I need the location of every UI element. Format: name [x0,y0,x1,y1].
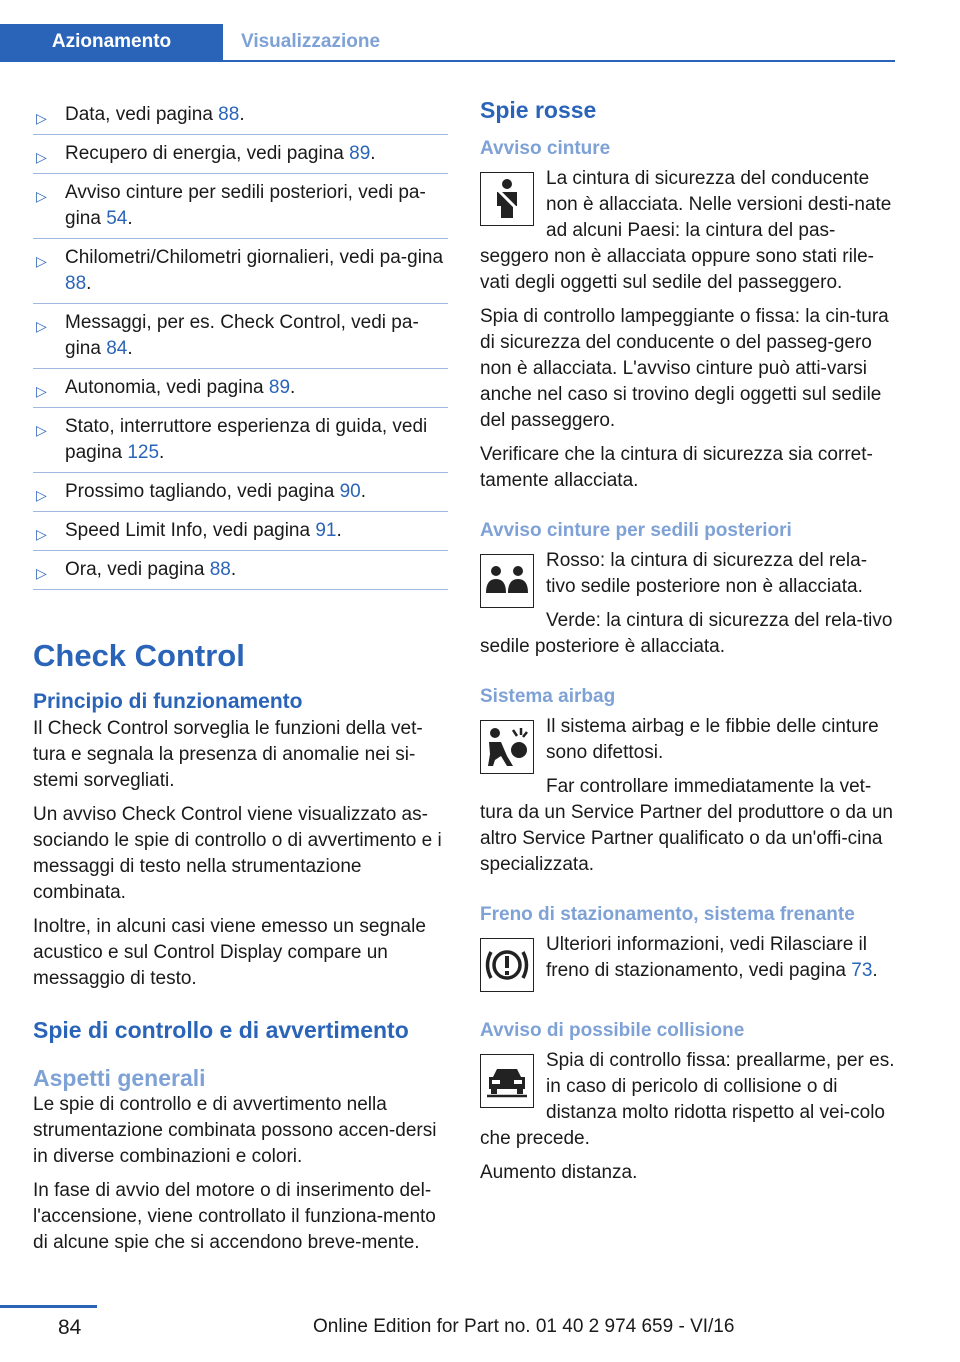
page-link[interactable]: 54 [106,208,128,229]
footer-rule [0,1305,97,1308]
index-list-item: ▷ Chilometri/Chilometri giornalieri, vedi pa-gina 88. [33,239,448,304]
aspetti-heading: Aspetti generali [33,1065,206,1091]
aspetti-paragraph-2: In fase di avvio del motore o di inserimento del-l'accensione, viene controllato il funziona-mento di alcune spie che si accendono breve-mente. [33,1180,436,1253]
page-link[interactable]: 91 [315,520,337,541]
left-column [33,96,448,1256]
principio-paragraph-1: Il Check Control sorveglia le funzioni della vet-tura e segnala la presenza di anomalie nei si-stemi sorvegliati. [33,718,423,791]
airbag-paragraph-1: Il sistema airbag e le fibbie delle cinture sono difettosi. [546,716,879,763]
bullet-triangle-icon: ▷ [36,487,47,503]
bullet-triangle-icon: ▷ [36,253,47,269]
rear-seatbelt-heading: Avviso cinture per sedili posteriori [480,520,792,541]
tab-visualizzazione[interactable]: Visualizzazione [241,31,381,52]
collision-warning-icon [480,1054,534,1108]
page-link[interactable]: 90 [339,481,361,502]
rear-seatbelt-paragraph-1: Rosso: la cintura di sicurezza del rela-tivo sedile posteriore non è allacciata. [546,550,868,597]
tab-azionamento[interactable]: Azionamento [0,24,223,60]
index-list-item: ▷ Stato, interruttore esperienza di guida, vedi pagina 125. [33,408,448,473]
check-control-heading: Check Control [33,638,245,673]
seatbelt-icon [480,172,534,226]
page-link[interactable]: 88 [65,273,87,294]
seatbelt-paragraph-2: Spia di controllo lampeggiante o fissa: la cin-tura di sicurezza del conducente o del passeg-gero non è allacciata. L'avviso cinture può atti-varsi anche nel caso si trovino degli oggetti sul sedile del passeggero. [480,306,889,431]
index-item-text: Chilometri/Chilometri giornalieri, vedi pa-gina [65,247,444,268]
index-list-item: ▷ Prossimo tagliando, vedi pagina 90. [33,473,448,512]
index-item-text: Stato, interruttore esperienza di guida, vedi pagina [65,416,428,463]
airbag-heading: Sistema airbag [480,686,616,707]
index-item-text: Messaggi, per es. Check Control, vedi pa-gina [65,312,419,359]
seatbelt-paragraph-3: Verificare che la cintura di sicurezza sia corret-tamente allacciata. [480,444,873,491]
index-item-text: Autonomia, vedi pagina [65,377,269,398]
brake-heading: Freno di stazionamento, sistema frenante [480,904,855,925]
index-item-text: Avviso cinture per sedili posteriori, vedi pa-gina [65,182,426,229]
index-bullet-list [33,96,448,590]
brake-warning-icon [480,938,534,992]
seatbelt-paragraph-1: La cintura di sicurezza del conducente non è allacciata. Nelle versioni desti-nate ad alcuni Paesi: la cintura del pas-seggero non è allacciata oppure sono stati rile-vati degli oggetti sul sedile del passeggero. [480,168,892,293]
bullet-triangle-icon: ▷ [36,149,47,165]
page-number: 84 [58,1316,82,1339]
page-link[interactable]: 84 [106,338,128,359]
index-list-item: ▷ Messaggi, per es. Check Control, vedi pa-gina 84. [33,304,448,369]
header-tabbar [0,24,895,62]
page-link[interactable]: 88 [209,559,231,580]
brake-text: Ulteriori informazioni, vedi Rilasciare il freno di stazionamento, vedi pagina [546,934,867,981]
airbag-icon [480,720,534,774]
index-item-text: Speed Limit Info, vedi pagina [65,520,316,541]
rear-seatbelt-icon [480,554,534,608]
spie-rosse-heading: Spie rosse [480,97,597,123]
index-list-item: ▷ Speed Limit Info, vedi pagina 91. [33,512,448,551]
index-list-item: ▷ Autonomia, vedi pagina 89. [33,369,448,408]
spie-heading: Spie di controllo e di avvertimento [33,1017,409,1043]
airbag-paragraph-2: Far controllare immediatamente la vet-tura da un Service Partner del produttore o da un altro Service Partner qualificato o da un'offi-cina specializzata. [480,776,893,875]
index-item-text: Prossimo tagliando, vedi pagina [65,481,340,502]
page-link[interactable]: 125 [127,442,160,463]
aspetti-paragraph-1: Le spie di controllo e di avvertimento nella strumentazione combinata possono accen-dersi in diverse combinazioni e colori. [33,1094,437,1167]
index-item-text: Ora, vedi pagina [65,559,210,580]
right-column [480,96,895,1186]
brake-paragraph: Ulteriori informazioni, vedi Rilasciare il freno di stazionamento, vedi pagina 73. [546,934,878,981]
principio-paragraph-3: Inoltre, in alcuni casi viene emesso un segnale acustico e sul Control Display compare un messaggio di testo. [33,916,426,989]
index-item-text: Recupero di energia, vedi pagina [65,143,350,164]
collision-heading: Avviso di possibile collisione [480,1020,745,1041]
principio-heading: Principio di funzionamento [33,690,303,713]
bullet-triangle-icon: ▷ [36,318,47,334]
rear-seatbelt-paragraph-2: Verde: la cintura di sicurezza del rela-tivo sedile posteriore è allacciata. [480,610,893,657]
bullet-triangle-icon: ▷ [36,188,47,204]
collision-paragraph-2: Aumento distanza. [480,1162,638,1183]
index-list-item: ▷ Recupero di energia, vedi pagina 89. [33,135,448,174]
page-link[interactable]: 88 [218,104,240,125]
principio-paragraph-2: Un avviso Check Control viene visualizzato as-sociando le spie di controllo o di avvertimento e i messaggi di testo nella strumentazione combinata. [33,804,442,903]
seatbelt-warning-heading: Avviso cinture [480,138,611,159]
page-link[interactable]: 89 [268,377,291,398]
index-list-item: ▷ Ora, vedi pagina 88. [33,551,448,590]
edition-text: Online Edition for Part no. 01 40 2 974 659 - VI/16 [313,1316,735,1337]
bullet-triangle-icon: ▷ [36,110,47,126]
bullet-triangle-icon: ▷ [36,383,47,399]
brake-page-link[interactable]: 73 [851,960,873,981]
bullet-triangle-icon: ▷ [36,422,47,438]
index-list-item: ▷ Avviso cinture per sedili posteriori, vedi pa-gina 54. [33,174,448,239]
collision-paragraph-1: Spia di controllo fissa: preallarme, per es. in caso di pericolo di collisione o di distanza molto ridotta rispetto al vei-colo che precede. [480,1050,895,1149]
index-list-item: ▷ Data, vedi pagina 88. [33,96,448,135]
bullet-triangle-icon: ▷ [36,565,47,581]
header-divider [0,60,895,62]
bullet-triangle-icon: ▷ [36,526,47,542]
index-item-text: Data, vedi pagina [65,104,219,125]
page-link[interactable]: 89 [349,143,371,164]
